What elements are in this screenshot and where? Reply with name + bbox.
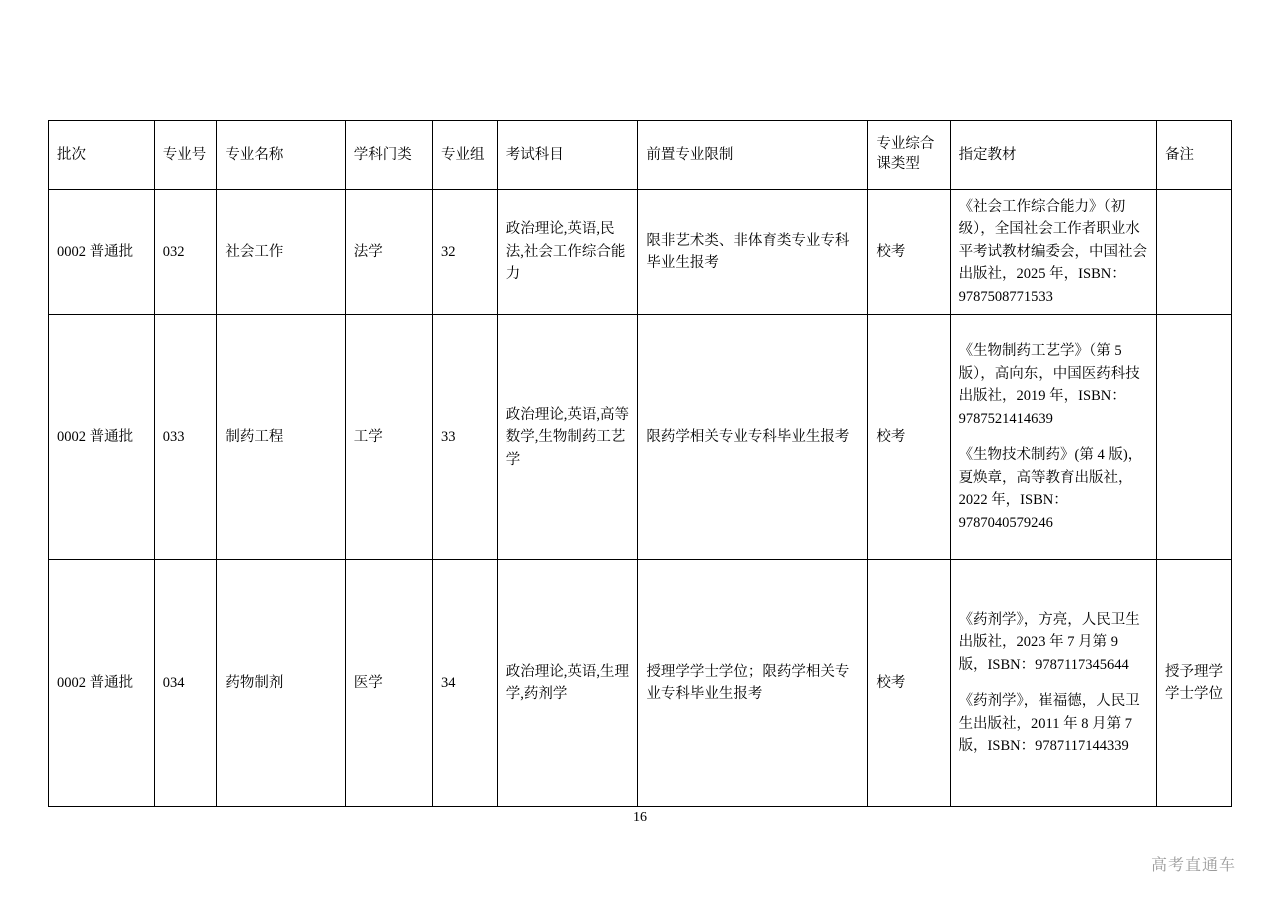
cell-discipline: 工学 <box>345 315 432 560</box>
textbook-entry: 《药剂学》，崔福德，人民卫生出版社，2011 年 8 月第 7 版，ISBN：9787117144339 <box>958 693 1140 755</box>
table-body <box>49 190 1232 807</box>
cell-discipline: 法学 <box>345 190 432 315</box>
textbook-entry: 《生物制药工艺学》（第 5 版），高向东，中国医药科技出版社，2019 年，ISBN：9787521414639 <box>958 343 1140 427</box>
column-header-major-group: 专业组 <box>433 121 498 190</box>
cell-exam-type: 校考 <box>868 560 950 807</box>
cell-major-group: 34 <box>433 560 498 807</box>
cell-discipline: 医学 <box>345 560 432 807</box>
column-header-exam-type <box>868 121 950 190</box>
cell-remark: 授予理学学士学位 <box>1156 560 1231 807</box>
cell-exam-subjects: 政治理论,英语,高等数学,生物制药工艺学 <box>497 315 638 560</box>
cell-textbook <box>950 560 1156 807</box>
textbook-entry: 《药剂学》，方亮，人民卫生出版社，2023 年 7 月第 9 版，ISBN：9787117345644 <box>958 611 1140 673</box>
column-header-batch: 批次 <box>49 121 155 190</box>
table-header <box>49 121 1232 190</box>
cell-major-no: 032 <box>154 190 217 315</box>
textbook-entry: 《社会工作综合能力》（初级），全国社会工作者职业水平考试教材编委会，中国社会出版社，2025 年，ISBN：9787508771533 <box>958 199 1148 305</box>
column-header-remark: 备注 <box>1156 121 1231 190</box>
table-row <box>49 560 1232 807</box>
table-row <box>49 190 1232 315</box>
table-header-row <box>49 121 1232 190</box>
major-enrollment-table <box>48 120 1232 807</box>
cell-major-name: 制药工程 <box>217 315 345 560</box>
column-header-exam-subjects: 考试科目 <box>497 121 638 190</box>
cell-exam-type: 校考 <box>868 315 950 560</box>
column-header-discipline: 学科门类 <box>345 121 432 190</box>
textbook-entry: 《生物技术制药》(第 4 版)，夏焕章，高等教育出版社，2022 年，ISBN：9787040579246 <box>958 447 1143 531</box>
cell-prerequisite: 限药学相关专业专科毕业生报考 <box>638 315 868 560</box>
textbook-spacer <box>959 430 1148 444</box>
cell-major-group: 32 <box>433 190 498 315</box>
cell-exam-subjects: 政治理论,英语,民法,社会工作综合能力 <box>497 190 638 315</box>
cell-major-no: 034 <box>154 560 217 807</box>
column-header-major-no: 专业号 <box>154 121 217 190</box>
cell-remark <box>1156 190 1231 315</box>
cell-textbook <box>950 315 1156 560</box>
cell-textbook <box>950 190 1156 315</box>
cell-major-no: 033 <box>154 315 217 560</box>
cell-remark <box>1156 315 1231 560</box>
column-header-exam-type-line1: 专业综合 <box>876 136 935 153</box>
textbook-spacer <box>959 676 1148 690</box>
cell-major-group: 33 <box>433 315 498 560</box>
cell-exam-subjects: 政治理论,英语,生理学,药剂学 <box>497 560 638 807</box>
column-header-textbook: 指定教材 <box>950 121 1156 190</box>
cell-batch: 0002 普通批 <box>49 560 155 807</box>
cell-major-name: 社会工作 <box>217 190 345 315</box>
cell-batch: 0002 普通批 <box>49 315 155 560</box>
page-number: 16 <box>633 810 647 825</box>
cell-major-name: 药物制剂 <box>217 560 345 807</box>
table-row <box>49 315 1232 560</box>
cell-batch: 0002 普通批 <box>49 190 155 315</box>
cell-exam-type: 校考 <box>868 190 950 315</box>
watermark: 高考直通车 <box>1150 857 1236 874</box>
cell-prerequisite: 限非艺术类、非体育类专业专科毕业生报考 <box>638 190 868 315</box>
cell-prerequisite: 授理学学士学位；限药学相关专业专科毕业生报考 <box>638 560 868 807</box>
column-header-exam-type-line2: 课类型 <box>876 156 920 172</box>
column-header-prerequisite: 前置专业限制 <box>638 121 868 190</box>
column-header-major-name: 专业名称 <box>217 121 345 190</box>
